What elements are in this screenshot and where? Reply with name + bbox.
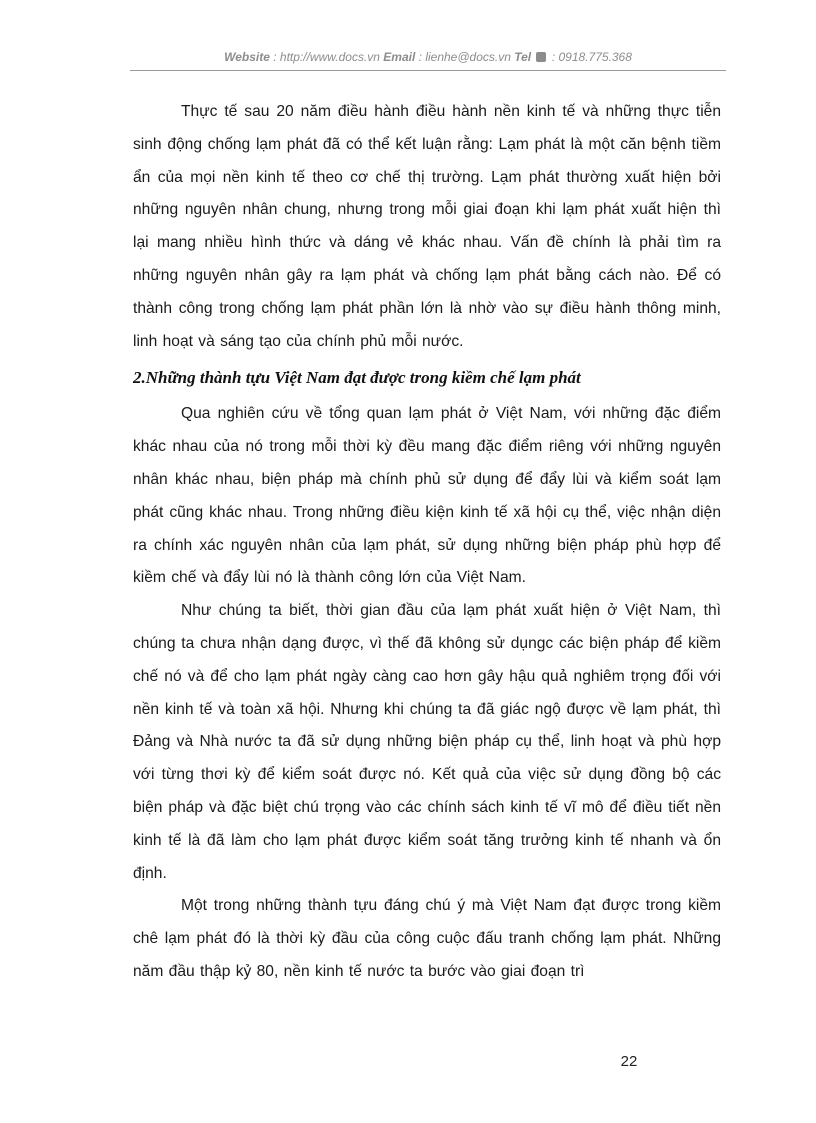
header-divider bbox=[130, 70, 726, 71]
website-label: Website bbox=[224, 50, 270, 64]
tel-label: Tel bbox=[514, 50, 532, 64]
email-value: : lienhe@docs.vn bbox=[418, 50, 511, 64]
paragraph-1: Thực tế sau 20 năm điều hành điều hành nền kinh tế và những thực tiễn sinh động chống lạm phát đã có thể kết luận rằng: Lạm phát là một căn bệnh tiềm ẩn của mọi nền kinh tế theo cơ chế thị trường. Lạm phát thường xuất hiện bởi những nguyên nhân chung, nhưng trong mỗi giai đoạn khi lạm phát xuất hiện thì lại mang nhiều hình thức và dáng vẻ khác nhau. Vấn đề chính là phải tìm ra những nguyên nhân gây ra lạm phát và chống lạm phát bằng cách nào. Để có thành công trong chống lạm phát phần lớn là nhờ vào sự điều hành thông minh, linh hoạt và sáng tạo của chính phủ mỗi nước. bbox=[133, 103, 721, 350]
phone-icon bbox=[536, 52, 546, 62]
paragraph-3: Như chúng ta biết, thời gian đầu của lạm phát xuất hiện ở Việt Nam, thì chúng ta chưa nhận dạng được, vì thế đã không sử dụngc các biện pháp để kiềm chế nó và để cho lạm phát ngày càng cao hơn gây hậu quả nghiêm trọng đối với nền kinh tế và toàn xã hội. Nhưng khi chúng ta đã giác ngộ được về lạm phát, thì Đảng và Nhà nước ta đã sử dụng những biện pháp cụ thể, linh hoạt và phù hợp với từng thơi kỳ để kiểm soát được nó. Kết quả của việc sử dụng đồng bộ các biện pháp và đặc biệt chú trọng vào các chính sách kinh tế vĩ mô để điều tiết nền kinh tế là đã làm cho lạm phát được kiểm soát tăng trưởng kinh tế nhanh và ổn định. bbox=[133, 602, 721, 882]
tel-value: : 0918.775.368 bbox=[551, 50, 632, 64]
paragraph-4: Một trong những thành tựu đáng chú ý mà Việt Nam đạt được trong kiềm chê lạm phát đó là thời kỳ đầu của công cuộc đấu tranh chống lạm phát. Những năm đầu thập kỷ 80, nền kinh tế nước ta bước vào giai đoạn trì bbox=[133, 897, 721, 980]
website-value: : http://www.docs.vn bbox=[273, 50, 380, 64]
section-heading: 2.Những thành tựu Việt Nam đạt được trong kiềm chế lạm phát bbox=[133, 368, 581, 388]
email-label: Email bbox=[383, 50, 416, 64]
page-header bbox=[130, 50, 726, 70]
paragraph-2: Qua nghiên cứu về tổng quan lạm phát ở Việt Nam, với những đặc điểm khác nhau của nó trong mỗi thời kỳ đều mang đặc điểm riêng với những nguyên nhân khác nhau, biện pháp mà chính phủ sử dụng để đẩy lùi và kiểm soát lạm phát cũng khác nhau. Trong những điều kiện kinh tế xã hội cụ thể, việc nhận diện ra chính xác nguyên nhân của lạm phát, sử dụng những biện pháp phù hợp để kiềm chế và đẩy lùi nó là thành công lớn của Việt Nam. bbox=[133, 405, 721, 587]
page-number: 22 bbox=[620, 1053, 638, 1070]
document-body bbox=[133, 96, 721, 989]
